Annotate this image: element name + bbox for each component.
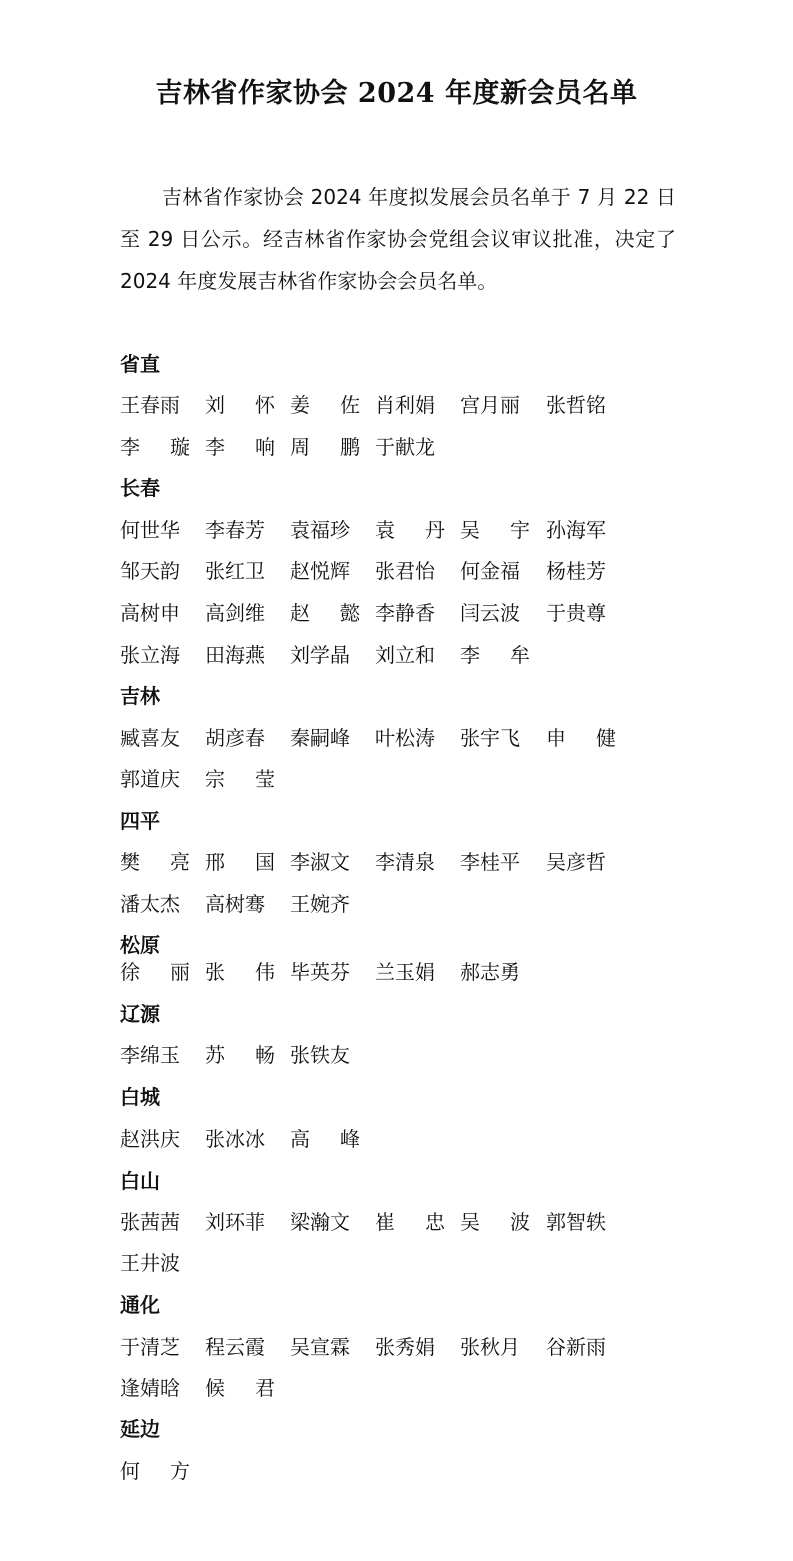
member-name: 何世华 (120, 518, 180, 542)
member-name: 刘 怀 (205, 393, 275, 417)
section-heading: 白山 (120, 1169, 160, 1193)
section-heading: 白城 (120, 1085, 160, 1109)
member-name: 周 鹏 (290, 435, 360, 459)
member-name: 郭智轶 (546, 1210, 606, 1234)
section-heading: 吉林 (120, 684, 160, 708)
member-name: 田海燕 (205, 643, 265, 667)
member-name: 梁瀚文 (290, 1210, 350, 1234)
member-name: 张秀娟 (375, 1335, 435, 1359)
member-name: 叶松涛 (375, 726, 435, 750)
member-name: 申 健 (546, 726, 616, 750)
member-name: 张君怡 (375, 559, 435, 583)
member-name: 杨桂芳 (546, 559, 606, 583)
member-name: 苏 畅 (205, 1043, 275, 1067)
member-name: 袁 丹 (375, 518, 445, 542)
member-name: 臧喜友 (120, 726, 180, 750)
member-name: 候 君 (205, 1376, 275, 1400)
member-name: 刘立和 (375, 643, 435, 667)
member-name: 李 璇 (120, 435, 190, 459)
member-name: 李 响 (205, 435, 275, 459)
member-name: 赵洪庆 (120, 1127, 180, 1151)
member-name: 赵悦辉 (290, 559, 350, 583)
member-name: 邹天韵 (120, 559, 180, 583)
member-name: 程云霞 (205, 1335, 265, 1359)
section-heading: 松原 (120, 933, 160, 957)
section-heading: 长春 (120, 476, 160, 500)
member-name: 于献龙 (375, 435, 435, 459)
member-name: 高树申 (120, 601, 180, 625)
member-name: 何 方 (120, 1459, 190, 1483)
member-name: 毕英芬 (290, 960, 350, 984)
member-name: 闫云波 (460, 601, 520, 625)
member-name: 王春雨 (120, 393, 180, 417)
member-name: 于贵尊 (546, 601, 606, 625)
member-name: 于清芝 (120, 1335, 180, 1359)
member-name: 逢婧晗 (120, 1376, 180, 1400)
member-name: 张哲铭 (546, 393, 606, 417)
member-name: 王井波 (120, 1251, 180, 1275)
member-name: 吴彦哲 (546, 850, 606, 874)
member-name: 袁福珍 (290, 518, 350, 542)
member-name: 吴宣霖 (290, 1335, 350, 1359)
member-name: 肖利娟 (375, 393, 435, 417)
section-heading: 省直 (120, 352, 160, 376)
member-name: 胡彦春 (205, 726, 265, 750)
member-name: 高剑维 (205, 601, 265, 625)
member-name: 李 牟 (460, 643, 530, 667)
member-name: 宗 莹 (205, 767, 275, 791)
member-name: 邢 国 (205, 850, 275, 874)
member-name: 李春芳 (205, 518, 265, 542)
member-name: 宫月丽 (460, 393, 520, 417)
member-name: 李清泉 (375, 850, 435, 874)
section-heading: 四平 (120, 809, 160, 833)
member-name: 徐 丽 (120, 960, 190, 984)
member-name: 张立海 (120, 643, 180, 667)
document-title: 吉林省作家协会 2024 年度新会员名单 (155, 78, 638, 109)
member-name: 张茜茜 (120, 1210, 180, 1234)
member-name: 张 伟 (205, 960, 275, 984)
member-name: 谷新雨 (546, 1335, 606, 1359)
member-name: 兰玉娟 (375, 960, 435, 984)
member-name: 孙海军 (546, 518, 606, 542)
member-name: 赵 懿 (290, 601, 360, 625)
member-name: 郝志勇 (460, 960, 520, 984)
member-name: 刘学晶 (290, 643, 350, 667)
member-name: 李静香 (375, 601, 435, 625)
member-name: 潘太杰 (120, 892, 180, 916)
member-name: 张铁友 (290, 1043, 350, 1067)
intro-paragraph: 吉林省作家协会 2024 年度拟发展会员名单于 7 月 22 日至 29 日公示。经吉林省作家协会党组会议审议批准，决定了 2024 年度发展吉林省作家协会会员名单。 (120, 185, 676, 293)
member-name: 吴 波 (460, 1210, 530, 1234)
member-name: 张冰冰 (205, 1127, 265, 1151)
member-name: 李绵玉 (120, 1043, 180, 1067)
member-name: 李淑文 (290, 850, 350, 874)
member-name: 高 峰 (290, 1127, 360, 1151)
member-name: 刘环菲 (205, 1210, 265, 1234)
member-name: 何金福 (460, 559, 520, 583)
member-name: 张秋月 (460, 1335, 520, 1359)
member-name: 姜 佐 (290, 393, 360, 417)
member-name: 张红卫 (205, 559, 265, 583)
member-name: 李桂平 (460, 850, 520, 874)
member-name: 王婉齐 (290, 892, 350, 916)
section-heading: 延边 (120, 1417, 160, 1441)
member-name: 樊 亮 (120, 850, 190, 874)
member-name: 郭道庆 (120, 767, 180, 791)
section-heading: 通化 (120, 1293, 160, 1317)
member-name: 秦嗣峰 (290, 726, 350, 750)
member-name: 吴 宇 (460, 518, 530, 542)
member-name: 崔 忠 (375, 1210, 445, 1234)
section-heading: 辽源 (120, 1002, 160, 1026)
member-name: 张宇飞 (460, 726, 520, 750)
member-name: 高树骞 (205, 892, 265, 916)
